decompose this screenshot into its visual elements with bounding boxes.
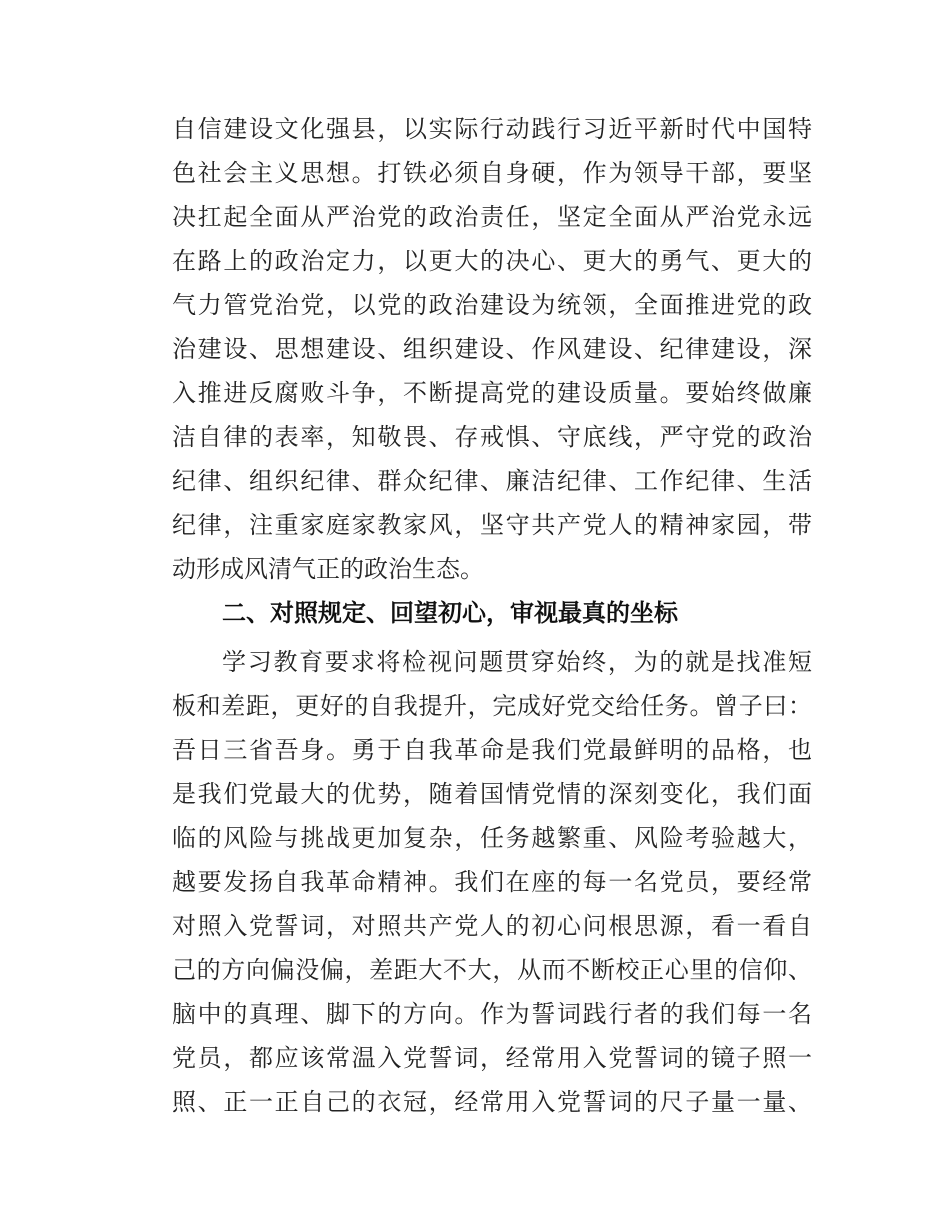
paragraph-line: 在路上的政治定力，以更大的决心、更大的勇气、更大的: [172, 247, 812, 275]
paragraph-line: 脑中的真理、脚下的方向。作为誓词践行者的我们每一名: [172, 1000, 812, 1028]
paragraph-line: 学习教育要求将检视问题贯穿始终，为的就是找准短: [222, 648, 812, 676]
paragraph-line: 洁自律的表率，知敬畏、存戒惧、守底线，严守党的政治: [172, 423, 812, 451]
paragraph-line: 对照入党誓词，对照共产党人的初心问根思源，看一看自: [172, 912, 812, 940]
paragraph-line: 吾日三省吾身。勇于自我革命是我们党最鲜明的品格，也: [172, 736, 812, 764]
paragraph-line: 自信建设文化强县，以实际行动践行习近平新时代中国特: [172, 115, 812, 143]
paragraph-line: 党员，都应该常温入党誓词，经常用入党誓词的镜子照一: [172, 1044, 812, 1072]
paragraph-line: 照、正一正自己的衣冠，经常用入党誓词的尺子量一量、: [172, 1088, 812, 1116]
paragraph-line: 色社会主义思想。打铁必须自身硬，作为领导干部，要坚: [172, 159, 812, 187]
paragraph-line: 板和差距，更好的自我提升，完成好党交给任务。曾子曰：: [172, 692, 812, 720]
paragraph-line: 纪律，注重家庭家教家风，坚守共产党人的精神家园，带: [172, 511, 812, 539]
paragraph-line: 己的方向偏没偏，差距大不大，从而不断校正心里的信仰、: [172, 956, 812, 984]
paragraph-line: 临的风险与挑战更加复杂，任务越繁重、风险考验越大，: [172, 824, 812, 852]
paragraph-line: 越要发扬自我革命精神。我们在座的每一名党员，要经常: [172, 868, 812, 896]
paragraph-line: 气力管党治党，以党的政治建设为统领，全面推进党的政: [172, 291, 812, 319]
paragraph-line: 动形成风清气正的政治生态。: [172, 555, 484, 583]
paragraph-line: 决扛起全面从严治党的政治责任，坚定全面从严治党永远: [172, 203, 812, 231]
paragraph-line: 是我们党最大的优势，随着国情党情的深刻变化，我们面: [172, 780, 812, 808]
paragraph-line: 入推进反腐败斗争，不断提高党的建设质量。要始终做廉: [172, 379, 812, 407]
section-heading: 二、对照规定、回望初心，审视最真的坐标: [222, 599, 678, 627]
paragraph-line: 治建设、思想建设、组织建设、作风建设、纪律建设，深: [172, 335, 812, 363]
paragraph-line: 纪律、组织纪律、群众纪律、廉洁纪律、工作纪律、生活: [172, 467, 812, 495]
